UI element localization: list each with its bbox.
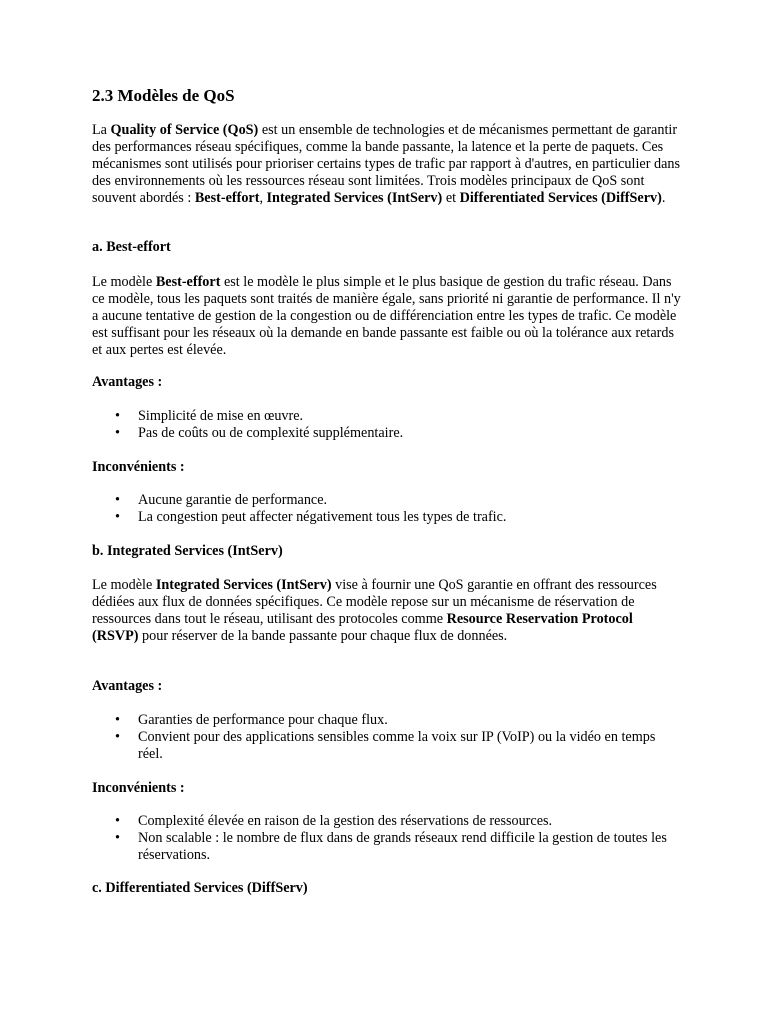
intro-bold-best-effort: Best-effort (194, 189, 260, 206)
intserv-disadvantages-list (92, 813, 682, 864)
paragraph-text: vise à fournir une QoS garantie en offrant des ressources dédiées aux flux de données spécifiques. Ce modèle repose sur un mécanisme de réservation de ressources dans tout le réseau, utilisant des protocoles comme (92, 577, 657, 627)
intro-text: et (442, 189, 460, 206)
intserv-advantages-list (92, 712, 682, 763)
paragraph-text: pour réserver de la bande passante pour chaque flux de données. (138, 627, 508, 644)
bullet-icon: • (115, 492, 120, 508)
list-item-text: Non scalable : le nombre de flux dans de grands réseaux rend difficile la gestion de toutes les réservations. (138, 829, 667, 863)
diffserv-heading: c. Differentiated Services (DiffServ) (92, 880, 308, 896)
intro-text: , (259, 189, 267, 206)
intro-paragraph (92, 122, 682, 207)
bold-intserv: Integrated Services (IntServ) (155, 577, 332, 593)
list-item-text: Convient pour des applications sensibles comme la voix sur IP (VoIP) ou la vidéo en temps réel. (138, 728, 656, 762)
best-effort-disadvantages-list (92, 492, 682, 526)
paragraph-text: Le modèle (92, 274, 156, 290)
list-item-text: La congestion peut affecter négativement tous les types de trafic. (138, 508, 507, 525)
list-item-text: Simplicité de mise en œuvre. (138, 408, 304, 424)
list-item-text: Complexité élevée en raison de la gestion des réservations de ressources. (138, 813, 553, 829)
list-item-text: Garanties de performance pour chaque flux. (138, 712, 388, 728)
bullet-icon: • (115, 829, 120, 846)
intserv-heading: b. Integrated Services (IntServ) (92, 543, 283, 559)
bold-best-effort: Best-effort (155, 274, 221, 290)
list-item (92, 425, 682, 442)
list-item (92, 492, 682, 509)
intro-bold-intserv: Integrated Services (IntServ) (266, 189, 443, 206)
section-title: 2.3 Modèles de QoS (92, 86, 235, 105)
list-item-text: Aucune garantie de performance. (138, 492, 328, 508)
best-effort-paragraph (92, 274, 682, 359)
intro-bold-diffserv: Differentiated Services (DiffServ) (459, 189, 662, 206)
bullet-icon: • (115, 728, 120, 745)
intserv-advantages-heading: Avantages : (92, 678, 163, 694)
best-effort-advantages-heading: Avantages : (92, 374, 163, 390)
bullet-icon: • (115, 712, 120, 728)
list-item (92, 729, 682, 763)
intserv-paragraph (92, 577, 682, 645)
paragraph-text: est le modèle le plus simple et le plus basique de gestion du trafic réseau. Dans ce modèle, tous les paquets sont traités de manière égale, sans priorité ni garantie de performance. Il n'y a aucune tentative de gestion de la congestion ou de différenciation entre les types de trafic. Ce modèle est suffisant pour les réseaux où la demande en bande passante est faible ou où la tolérance aux retards et aux pertes est élevée. (92, 274, 681, 358)
bullet-icon: • (115, 508, 120, 525)
list-item (92, 830, 682, 864)
bullet-icon: • (115, 408, 120, 424)
best-effort-advantages-list (92, 408, 682, 442)
intro-text: est un ensemble de technologies et de mécanismes permettant de garantir des performances réseau spécifiques, comme la bande passante, la latence et la perte de paquets. Ces mécanismes sont utilisés pour prioriser certains types de trafic par rapport à d'autres, en particulier dans des environnements où les ressources réseau sont limitées. Trois modèles principaux de QoS sont souvent abordés : (92, 122, 680, 206)
paragraph-text: Le modèle (92, 577, 156, 593)
intro-text: La (92, 122, 111, 138)
best-effort-heading: a. Best-effort (92, 239, 171, 255)
bold-rsvp: Resource Reservation Protocol (RSVP) (92, 610, 633, 644)
list-item (92, 408, 682, 425)
bullet-icon: • (115, 813, 120, 829)
bullet-icon: • (115, 424, 120, 441)
list-item (92, 813, 682, 830)
intro-bold-qos: Quality of Service (QoS) (110, 122, 259, 138)
intro-text: . (661, 189, 666, 206)
list-item-text: Pas de coûts ou de complexité supplémentaire. (138, 424, 404, 441)
best-effort-disadvantages-heading: Inconvénients : (92, 459, 185, 475)
list-item (92, 509, 682, 526)
intserv-disadvantages-heading: Inconvénients : (92, 780, 185, 796)
list-item (92, 712, 682, 729)
